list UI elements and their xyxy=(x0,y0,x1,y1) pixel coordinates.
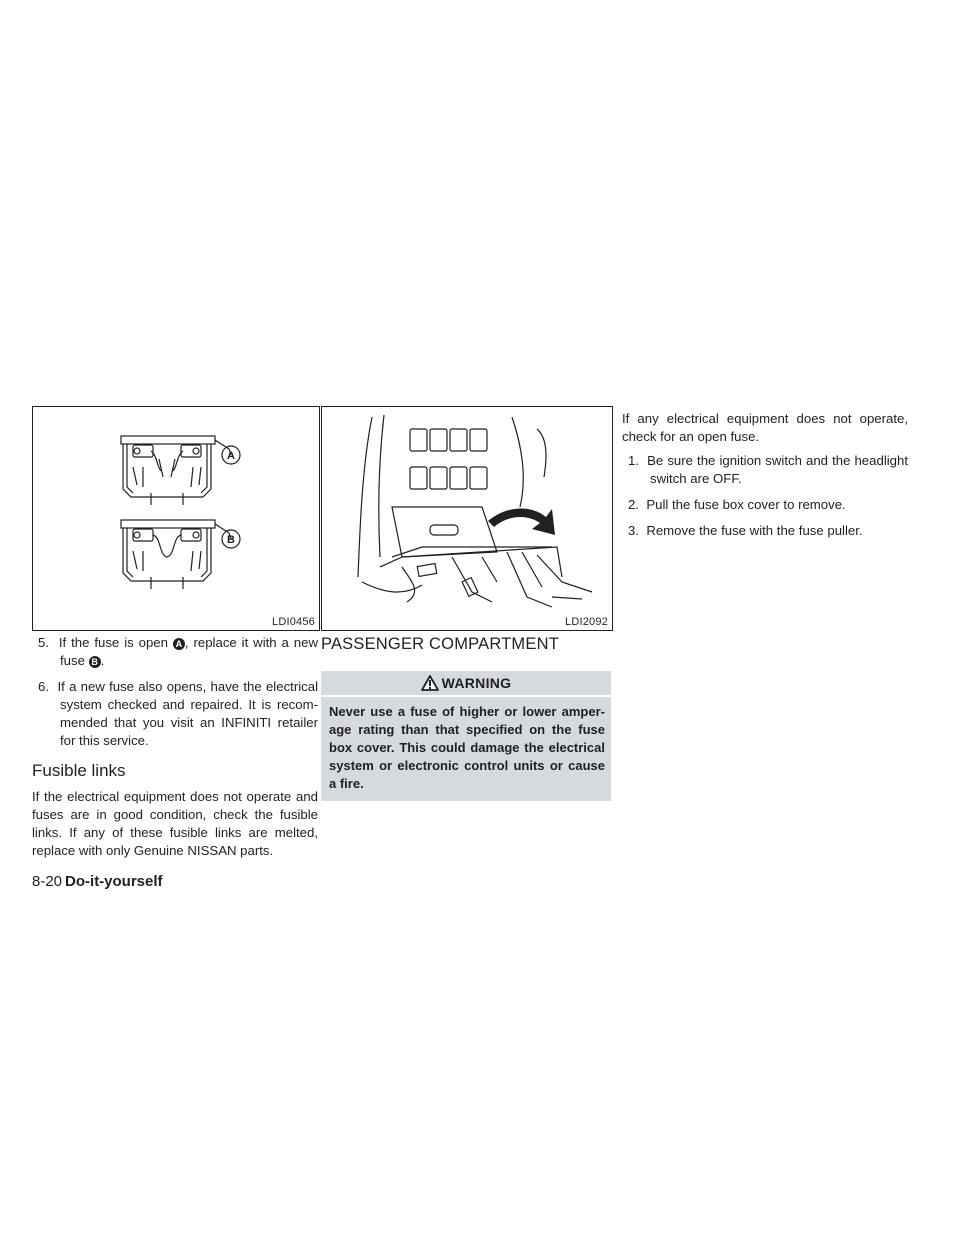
list-item: 1. Be sure the ignition switch and the headlight switch are OFF. xyxy=(628,453,909,486)
fuse-check-steps xyxy=(32,634,318,750)
section-heading: PASSENGER COMPARTMENT xyxy=(321,635,559,653)
fuse-figure xyxy=(32,406,320,631)
warning-label: WARNING xyxy=(441,675,512,691)
compartment-figure xyxy=(321,406,613,631)
callout-b-marker: B xyxy=(89,656,101,668)
figure-id: LDI2092 xyxy=(565,616,608,628)
fusible-links-text: If the electrical equipment does not operate and fuses are in good condition, check the fusible links. If any of these fusible links are melted, replace with only Genuine NISSAN parts. xyxy=(32,789,318,858)
fuse-removal-steps xyxy=(622,452,908,540)
fuse-illustration xyxy=(33,407,319,630)
page-number: 8-20 xyxy=(32,873,63,890)
right-column xyxy=(622,410,908,548)
list-item: 3. Remove the fuse with the fuse puller. xyxy=(628,523,863,538)
page-footer xyxy=(32,873,163,890)
list-item: 2. Pull the fuse box cover to remove. xyxy=(628,497,846,512)
warning-icon xyxy=(421,675,439,691)
fusible-links-heading: Fusible links xyxy=(32,761,126,780)
warning-text: Never use a fuse of higher or lower amperage rating than that specified on the fuse box cover. This could damage the electrical system or electronic control units or cause a fire. xyxy=(321,697,611,801)
callout-b-label: B xyxy=(227,534,235,546)
list-item: 5. If the fuse is open A , replace it with a new fuse B . xyxy=(38,635,318,668)
left-column xyxy=(32,634,318,860)
section-title: Do-it-yourself xyxy=(65,873,163,890)
callout-a-marker: A xyxy=(173,638,185,650)
middle-column xyxy=(321,635,611,801)
list-item: 6. If a new fuse also opens, have the electrical system checked and repaired. It is recommended that you visit an INFINITI retailer for this service. xyxy=(38,679,319,748)
warning-header xyxy=(321,671,611,695)
callout-a-label: A xyxy=(227,450,235,462)
intro-text: If any electrical equipment does not operate, check for an open fuse. xyxy=(622,411,908,444)
fuse-box-illustration xyxy=(322,407,612,630)
figure-id: LDI0456 xyxy=(272,616,315,628)
